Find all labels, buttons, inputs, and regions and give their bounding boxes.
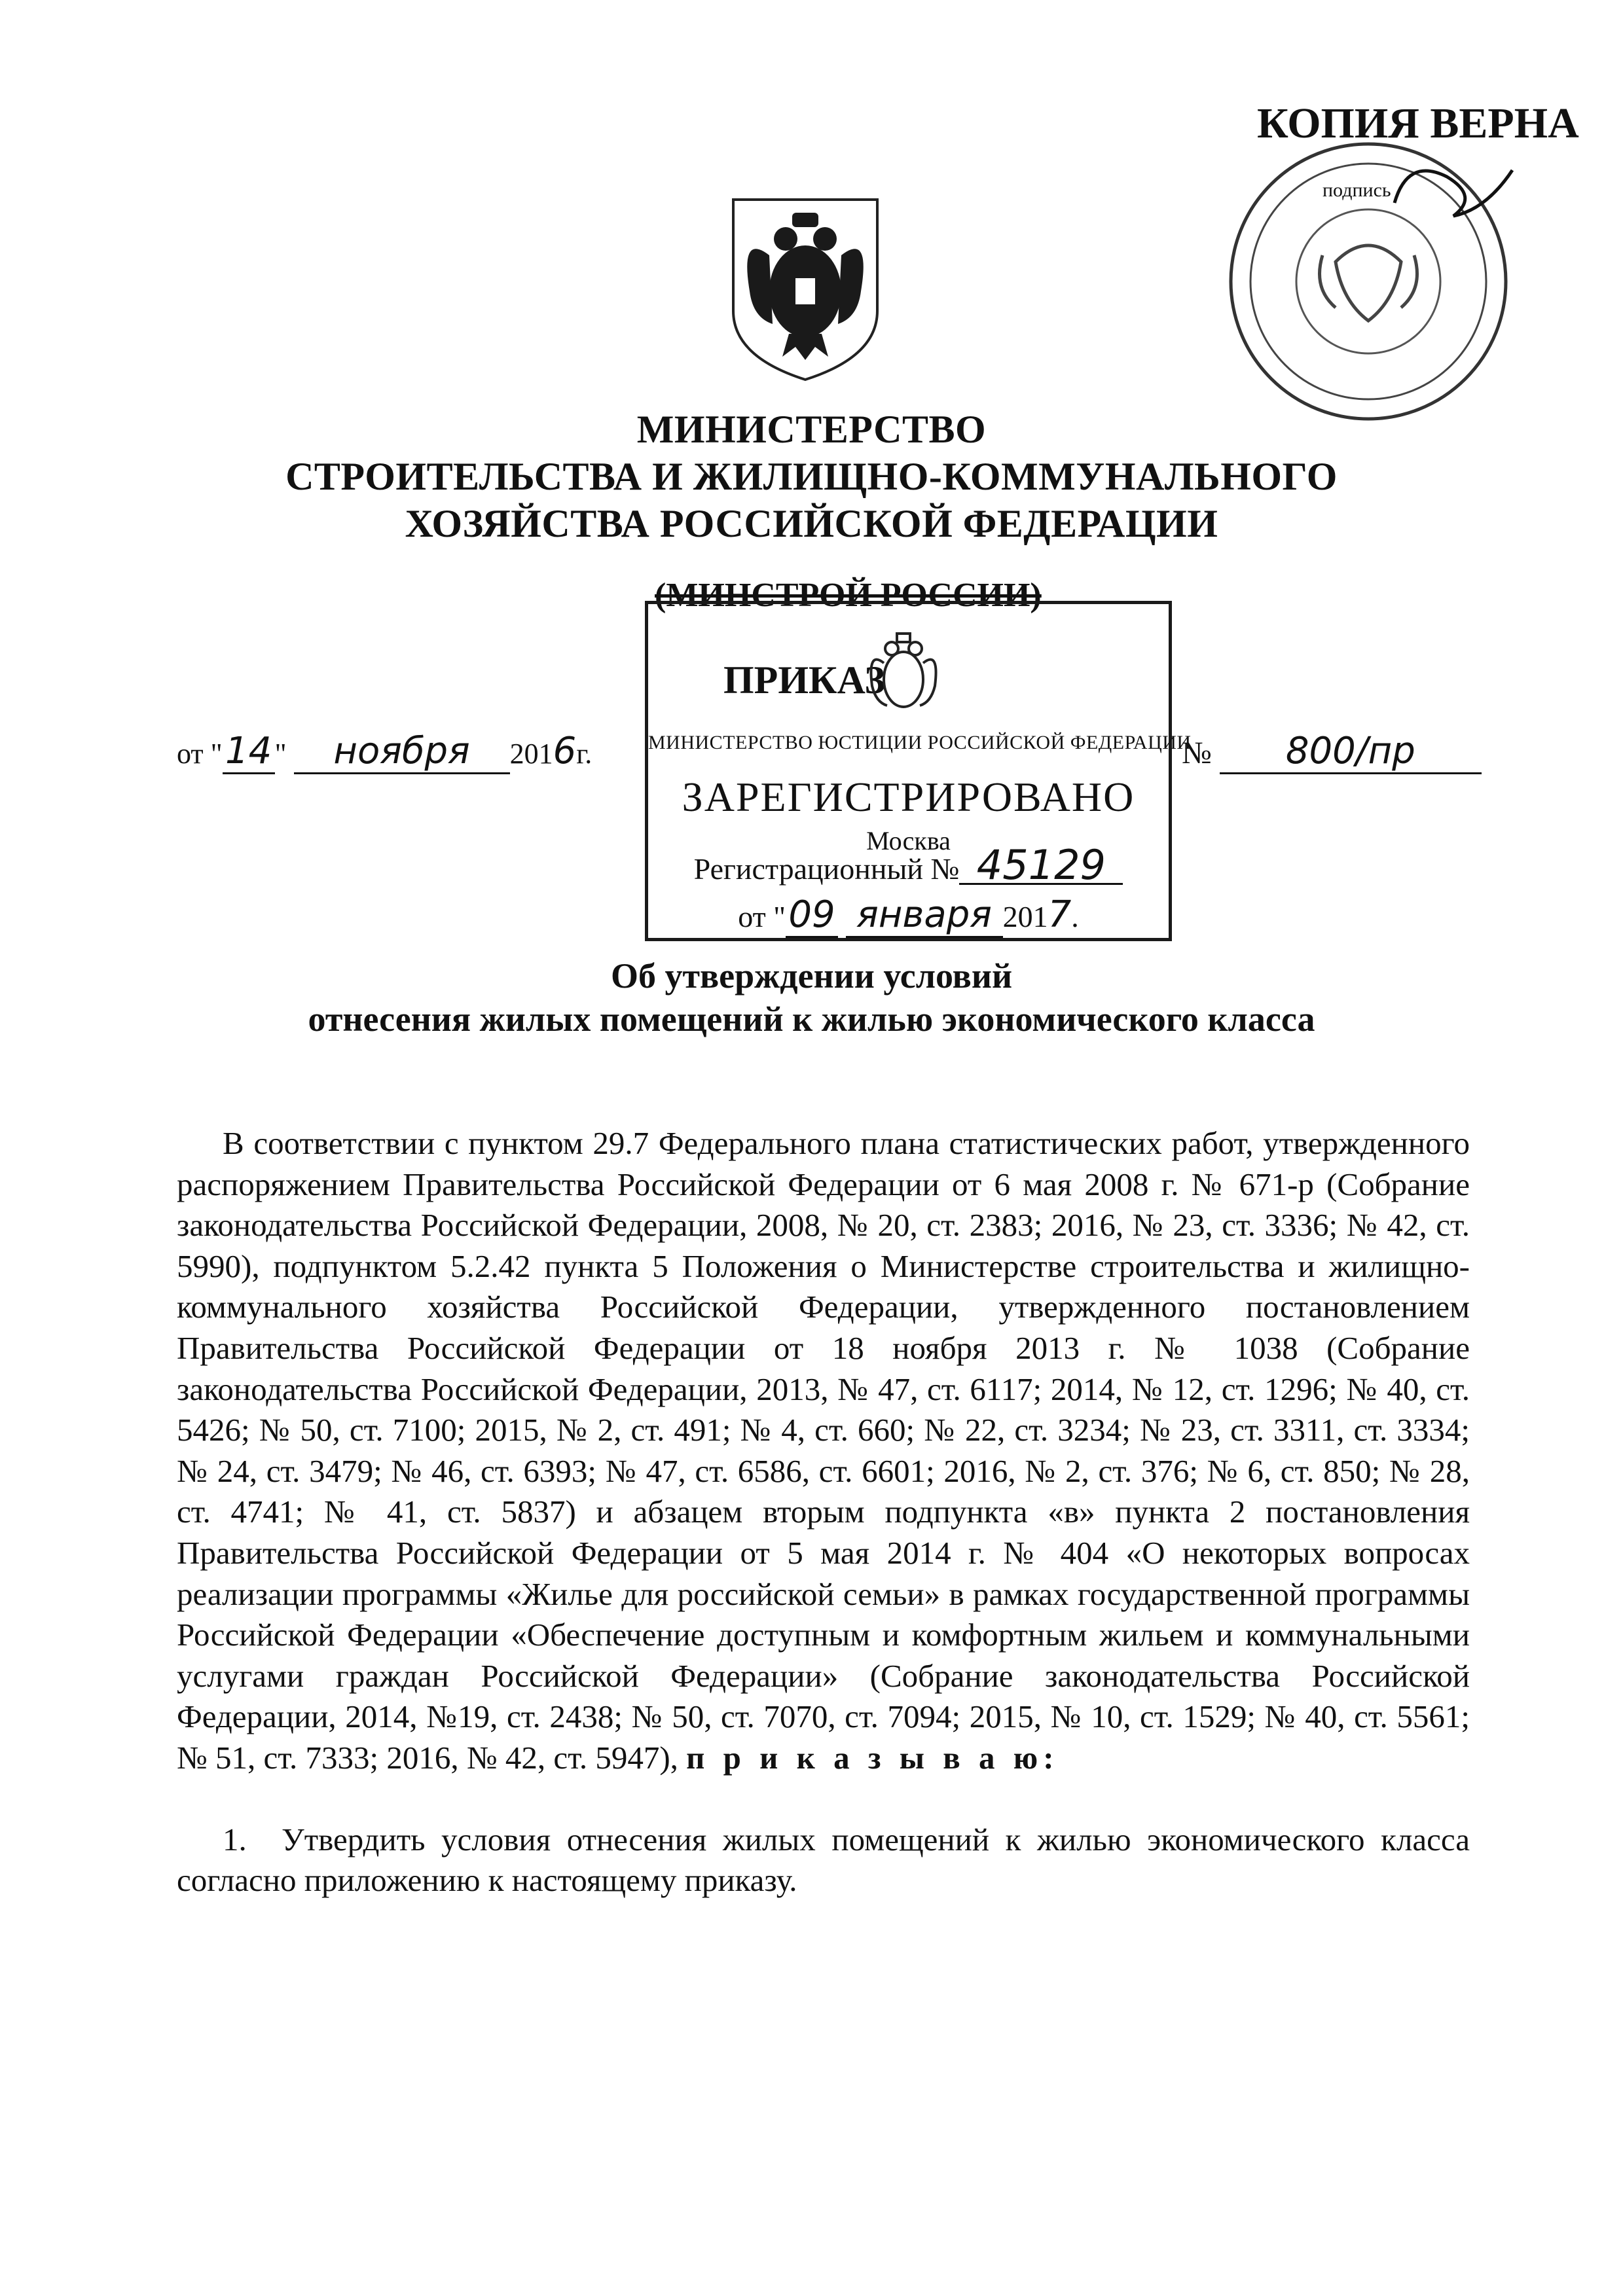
date-year-digit: 6 [553, 730, 577, 772]
stamp-emblem-icon [864, 624, 943, 722]
document-title-line: Об утверждении условий [610, 956, 1013, 996]
stamp-date-prefix: от " [738, 900, 786, 933]
preamble-text: В соответствии с пунктом 29.7 Федерального плана статистических работ, утвержденного распоряжением Правительства Российской Федерации от 6 мая 2008 г. № 671-р (Собрание законодательства Российской Федерации, 2008, № 20, ст. 2383; 2016, № 23, ст. 3336; № 42, ст. 5990), подпунктом 5.2.42 пункта 5 Положения о Министерстве строительства и жилищно-коммунального хозяйства Российской Федерации, утвержденного постановлением Правительства Российской Федерации от 18 ноября 2013 г. № 1038 (Собрание законодательства Российской Федерации, 2013, № 47, ст. 6117; 2014, № 12, ст. 1296; № 40, ст. 5426; № 50, ст. 7100; 2015, № 2, ст. 491; № 4, ст. 660; № 22, ст. 3234; № 23, ст. 3311, ст. 3334; № 24, ст. 3479; № 46, ст. 6393; № 47, ст. 6586, ст. 6601; 2016, № 2, ст. 376; № 6, ст. 850; № 28, ст. 4741; № 41, ст. 5837) и абзацем вторым подпункта «в» пункта 2 постановления Правительства Российской Федерации от 5 мая 2014 г. № 404 «О некоторых вопросах реализации программы «Жилье для российской семьи» в рамках государственной программы Российской Федерации «Обеспечение доступным и комфортным жильем и коммунальными услугами граждан Российской Федерации» (Собрание законодательства Российской Федерации, 2014, №19, ст. 2438; № 50, ст. 7070, ст. 7094; 2015, № 10, ст. 1529; № 40, ст. 5561; № 51, ст. 7333; 2016, № 42, ст. 5947), [177, 1125, 1470, 1776]
preamble-paragraph [177, 1123, 1470, 1779]
order-number [1182, 730, 1482, 774]
document-body [177, 1123, 1470, 1901]
item-text: Утвердить условия отнесения жилых помещений к жилью экономического класса согласно приложению к настоящему приказу. [177, 1821, 1470, 1899]
date-suffix: г. [576, 738, 593, 770]
ministry-name-line: МИНИСТЕРСТВО [636, 408, 987, 451]
date-month: ноября [294, 730, 510, 774]
date-year-prefix: 201 [509, 738, 553, 770]
stamp-date-suffix: . [1071, 900, 1079, 933]
document-title-line: отнесения жилых помещений к жилью экономического класса [308, 999, 1315, 1039]
stamp-ministry: МИНИСТЕРСТВО ЮСТИЦИИ РОССИЙСКОЙ ФЕДЕРАЦИИ [648, 732, 1192, 753]
document-title [0, 954, 1623, 1041]
order-word: п р и к а з ы в а ю: [686, 1739, 1059, 1776]
date-prefix: от " [177, 738, 223, 770]
stamp-date-year-prefix: 201 [1002, 900, 1048, 933]
order-date [177, 730, 592, 774]
stamp-status: ЗАРЕГИСТРИРОВАНО [682, 774, 1135, 820]
seal-copy-text: КОПИЯ ВЕРНА [1257, 99, 1579, 147]
ministry-name-line: ХОЗЯЙСТВА РОССИЙСКОЙ ФЕДЕРАЦИИ [405, 502, 1218, 545]
stamp-reg-label: Регистрационный № [693, 852, 960, 886]
stamp-date-day: 09 [786, 893, 838, 938]
order-item [177, 1820, 1470, 1901]
date-quote: " [274, 738, 287, 770]
stamp-date-month: января [846, 893, 1003, 938]
stamp-registration-number [648, 841, 1169, 889]
stamp-date [648, 893, 1169, 938]
copy-seal-stamp [1172, 99, 1579, 432]
stamp-reg-number: 45129 [959, 848, 1123, 885]
registration-stamp [645, 601, 1192, 941]
number-value: 800/пр [1220, 730, 1482, 774]
state-emblem-icon [720, 193, 890, 383]
stamp-date-year-digit: 7 [1048, 893, 1072, 936]
ministry-short-name: (МИНСТРОЙ РОССИИ) [655, 577, 1042, 614]
ministry-name [0, 406, 1623, 547]
ministry-name-line: СТРОИТЕЛЬСТВА И ЖИЛИЩНО-КОММУНАЛЬНОГО [285, 455, 1338, 498]
number-prefix: № [1182, 736, 1212, 770]
doc-type-title: ПРИКАЗ [723, 658, 886, 702]
item-number: 1. [223, 1821, 247, 1857]
seal-signature-label: подпись [1322, 179, 1391, 201]
stamp-city: Москва [866, 826, 951, 855]
date-day: 14 [223, 730, 275, 774]
